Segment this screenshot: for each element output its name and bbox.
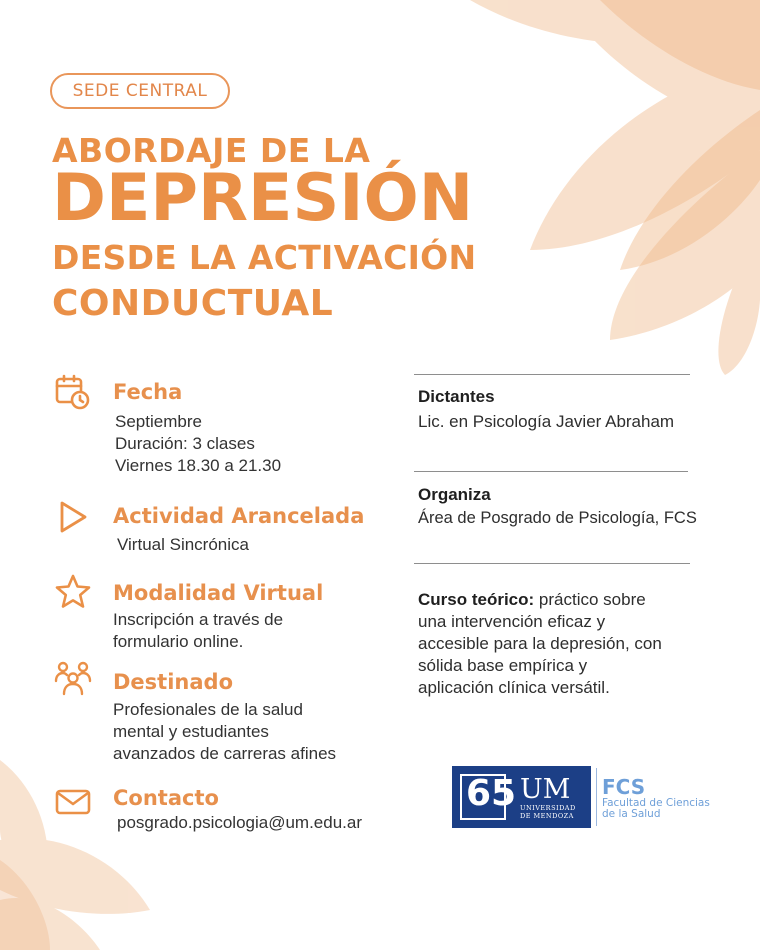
curso-label: Curso teórico: (418, 590, 535, 609)
fcs-sub-2: de la Salud (602, 808, 661, 820)
fecha-schedule: Viernes 18.30 a 21.30 (115, 456, 282, 475)
calendar-clock-icon (54, 373, 92, 411)
um-years: 65 (466, 773, 517, 814)
fecha-duration: Duración: 3 clases (115, 434, 255, 453)
modalidad-line-2: formulario online. (113, 632, 244, 651)
um-sub-2: DE MENDOZA (520, 812, 574, 820)
actividad-detail: Virtual Sincrónica (117, 535, 249, 554)
destinado-line-3: avanzados de carreras afines (113, 744, 337, 763)
curso-line-3: accesible para la depresión, con (418, 634, 662, 653)
location-badge: SEDE CENTRAL (50, 73, 230, 109)
mail-icon (54, 783, 92, 821)
um-sub-1: UNIVERSIDAD (520, 804, 576, 812)
title-line-1: ABORDAJE DE LA (52, 131, 371, 170)
fcs-sub-1: Facultad de Ciencias (602, 797, 710, 809)
divider (414, 374, 690, 375)
curso-line-2: una intervención eficaz y (418, 612, 606, 631)
logo-divider (596, 768, 597, 826)
title-line-2: DEPRESIÓN (52, 161, 474, 236)
people-icon (54, 659, 92, 697)
um-mark: UM (520, 774, 571, 805)
actividad-heading: Actividad Arancelada (113, 504, 365, 528)
fcs-logo-title: FCS (602, 775, 646, 799)
fcs-logo-subtitle (602, 798, 712, 820)
divider (414, 471, 688, 472)
curso-description (418, 589, 718, 699)
destinado-line-2: mental y estudiantes (113, 722, 269, 741)
curso-line-4: sólida base empírica y (418, 656, 588, 675)
curso-line-1: práctico sobre (538, 590, 646, 609)
star-icon (54, 573, 92, 611)
contact-email[interactable]: posgrado.psicologia@um.edu.ar (117, 813, 363, 832)
curso-line-5: aplicación clínica versátil. (418, 678, 610, 697)
play-icon (54, 498, 92, 536)
title-line-3: DESDE LA ACTIVACIÓN (52, 238, 477, 277)
dictantes-label: Dictantes (418, 387, 495, 406)
destinado-line-1: Profesionales de la salud (113, 700, 303, 719)
fecha-heading: Fecha (113, 380, 183, 404)
fecha-month: Septiembre (115, 412, 202, 431)
um-logo (452, 766, 591, 828)
organiza-label: Organiza (418, 485, 491, 504)
divider (414, 563, 690, 564)
contacto-heading: Contacto (113, 786, 219, 810)
dictantes-value: Lic. en Psicología Javier Abraham (418, 412, 675, 431)
modalidad-heading: Modalidad Virtual (113, 581, 324, 605)
title-line-4: CONDUCTUAL (52, 283, 334, 324)
destinado-heading: Destinado (113, 670, 233, 694)
organiza-value: Área de Posgrado de Psicología, FCS (418, 509, 697, 527)
modalidad-line-1: Inscripción a través de (113, 610, 284, 629)
